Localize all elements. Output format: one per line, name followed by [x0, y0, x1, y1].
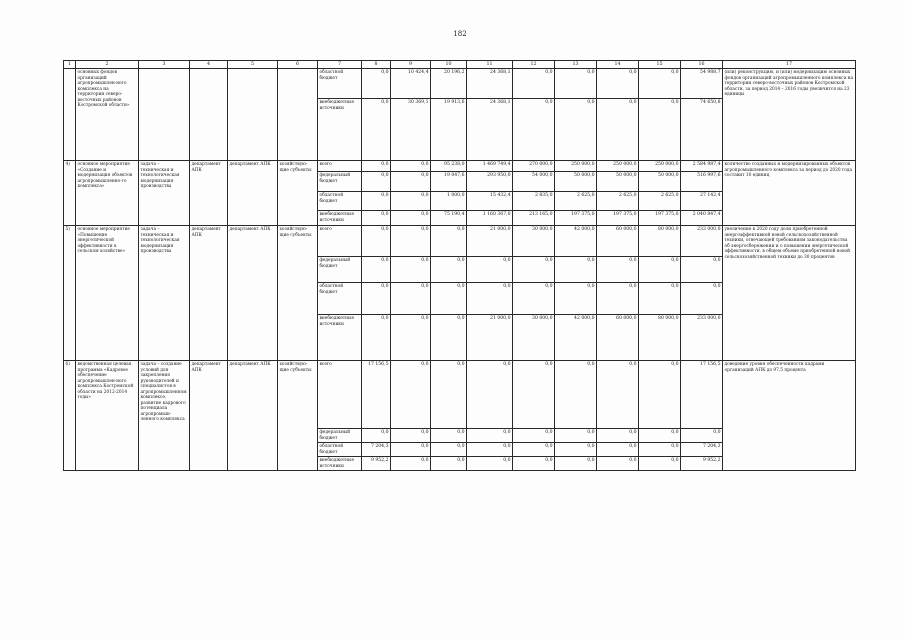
amount-cell: 0,0	[362, 172, 391, 192]
amount-cell: 19 913,6	[431, 99, 467, 161]
amount-cell: 0,0	[513, 443, 555, 457]
amount-cell: 21 000,0	[467, 226, 513, 257]
amount-cell: 270 000,0	[513, 161, 555, 172]
header-cell: 11	[467, 61, 513, 69]
header-cell: 17	[723, 61, 856, 69]
amount-cell: 0,0	[555, 99, 597, 161]
amount-cell: 293 950,0	[467, 172, 513, 192]
amount-cell: 0,0	[391, 211, 431, 226]
indicator-cell: (или) реконструкцию, и (или) модернизацию основных фондов организаций агропромышленного комплекса на территории северо-восточных районов Костромской области, за период 2014 – 2016 годы увеличится на 23 единицы	[723, 69, 856, 161]
row-number-cell: 5)	[64, 226, 76, 361]
amount-cell: 197 375,0	[555, 211, 597, 226]
amount-cell: 7 204,3	[681, 443, 723, 457]
empty-cell	[228, 69, 278, 161]
event-name-cell: ведомственная целевая программа «Кадровое обеспечение агропромышлен-ного комплекса Костромской области на 2012-2014 годы»	[76, 361, 139, 471]
amount-cell: 0,0	[513, 99, 555, 161]
amount-cell: 1 000,0	[431, 192, 467, 211]
amount-cell: 50 000,0	[555, 172, 597, 192]
funding-source-cell: внебюджетные источники	[318, 99, 362, 161]
amount-cell: 0,0	[597, 443, 639, 457]
amount-cell: 10 424,4	[391, 69, 431, 99]
amount-cell: 30 000,0	[513, 315, 555, 361]
event-name-cell: основных фондов организаций агропромышлен-ного комплекса на территории северо-восточных районов Костромской области»	[76, 69, 139, 161]
amount-cell: 17 156,5	[362, 361, 391, 429]
executor-cell: департамент АПК	[228, 226, 278, 361]
amount-cell: 42 000,0	[555, 226, 597, 257]
funding-source-cell: всего	[318, 226, 362, 257]
indicator-cell: доведение уровня обеспеченности кадрами организаций АПК до 97,5 процента	[723, 361, 856, 471]
amount-cell: 0,0	[681, 429, 723, 443]
amount-cell: 95 238,0	[431, 161, 467, 172]
row-number-cell: 4)	[64, 161, 76, 226]
funding-source-cell: всего	[318, 361, 362, 429]
amount-cell: 1 469 749,4	[467, 161, 513, 172]
amount-cell: 2 625,0	[639, 192, 681, 211]
funding-source-cell: внебюджетные источники	[318, 315, 362, 361]
amount-cell: 50 000,0	[639, 172, 681, 192]
amount-cell: 0,0	[362, 257, 391, 283]
amount-cell: 2 625,0	[555, 192, 597, 211]
amount-cell: 0,0	[391, 161, 431, 172]
funding-source-cell: областной бюджет	[318, 69, 362, 99]
amount-cell: 0,0	[391, 429, 431, 443]
table-body	[64, 61, 856, 471]
amount-cell: 0,0	[431, 443, 467, 457]
empty-cell	[190, 69, 228, 161]
amount-cell: 60 000,0	[597, 315, 639, 361]
header-cell: 15	[639, 61, 681, 69]
amount-cell: 250 000,0	[555, 161, 597, 172]
amount-cell: 50 000,0	[597, 172, 639, 192]
indicator-cell: количество созданных и модернизированных объектов агропромышленного комплекса за период до 2020 года составит 10 единиц	[723, 161, 856, 226]
funding-source-cell: внебюджетные источники	[318, 457, 362, 471]
row-number-cell: 6)	[64, 361, 76, 471]
amount-cell: 0,0	[639, 283, 681, 315]
amount-cell: 2 835,0	[513, 192, 555, 211]
coordinator-cell: департамент АПК	[190, 226, 228, 361]
amount-cell: 0,0	[362, 192, 391, 211]
amount-cell: 0,0	[555, 443, 597, 457]
amount-cell: 0,0	[362, 211, 391, 226]
header-cell: 6	[278, 61, 318, 69]
funding-source-cell: областной бюджет	[318, 192, 362, 211]
amount-cell: 0,0	[513, 69, 555, 99]
empty-cell	[139, 69, 190, 161]
amount-cell: 0,0	[391, 443, 431, 457]
table-row	[64, 361, 856, 429]
amount-cell: 0,0	[362, 161, 391, 172]
amount-cell: 250 000,0	[639, 161, 681, 172]
amount-cell: 0,0	[513, 283, 555, 315]
amount-cell: 0,0	[639, 443, 681, 457]
amount-cell: 1 160 367,0	[467, 211, 513, 226]
amount-cell: 197 375,0	[597, 211, 639, 226]
amount-cell: 0,0	[391, 457, 431, 471]
amount-cell: 0,0	[513, 457, 555, 471]
header-cell: 12	[513, 61, 555, 69]
amount-cell: 75 190,4	[431, 211, 467, 226]
amount-cell: 0,0	[391, 192, 431, 211]
participant-cell: хозяйствую-щие субъекты	[278, 226, 318, 361]
event-name-cell: основное мероприятие «Повышение энергетической эффективности в сельском хозяйстве»	[76, 226, 139, 361]
amount-cell: 197 375,0	[639, 211, 681, 226]
amount-cell: 24 368,1	[467, 69, 513, 99]
amount-cell: 60 000,0	[597, 226, 639, 257]
amount-cell: 0,0	[555, 69, 597, 99]
header-cell: 5	[228, 61, 278, 69]
funding-source-cell: федеральный бюджет	[318, 429, 362, 443]
indicator-cell: увеличение к 2020 году доли приобретенной энергоэффективной новой сельскохозяйственной техники, отвечающей требованиям законодательства об энергосбережении и о повышении энергетической эффективности, в общем объеме приобретенной новой сельскохозяйственной техники до 30 процентов	[723, 226, 856, 361]
amount-cell: 0,0	[362, 429, 391, 443]
amount-cell: 0,0	[362, 99, 391, 161]
row-number-cell	[64, 69, 76, 161]
amount-cell: 0,0	[431, 361, 467, 429]
program-table	[63, 60, 856, 471]
amount-cell: 0,0	[431, 315, 467, 361]
amount-cell: 0,0	[391, 257, 431, 283]
amount-cell: 2 584 987,4	[681, 161, 723, 172]
amount-cell: 250 000,0	[597, 161, 639, 172]
amount-cell: 30 369,1	[391, 99, 431, 161]
amount-cell: 0,0	[391, 226, 431, 257]
page-number: 182	[453, 30, 467, 38]
header-cell: 4	[190, 61, 228, 69]
funding-source-cell: областной бюджет	[318, 283, 362, 315]
amount-cell: 0,0	[681, 283, 723, 315]
funding-source-cell: внебюджетные источники	[318, 211, 362, 226]
header-cell: 8	[362, 61, 391, 69]
amount-cell: 74 650,8	[681, 99, 723, 161]
amount-cell: 30 000,0	[513, 226, 555, 257]
amount-cell: 15 432,4	[467, 192, 513, 211]
amount-cell: 20 196,2	[431, 69, 467, 99]
amount-cell: 27 142,4	[681, 192, 723, 211]
amount-cell: 0,0	[639, 69, 681, 99]
amount-cell: 19 047,6	[431, 172, 467, 192]
funding-source-cell: федеральный бюджет	[318, 172, 362, 192]
amount-cell: 0,0	[431, 257, 467, 283]
amount-cell: 0,0	[467, 429, 513, 443]
amount-cell: 54 988,7	[681, 69, 723, 99]
amount-cell: 80 000,0	[639, 315, 681, 361]
amount-cell: 17 156,5	[681, 361, 723, 429]
participant-cell: хозяйствую-щие субъекты	[278, 161, 318, 226]
task-cell: задача – техническая и технологическая модернизация производства	[139, 226, 190, 361]
amount-cell: 0,0	[362, 283, 391, 315]
table-row	[64, 161, 856, 172]
amount-cell: 0,0	[431, 429, 467, 443]
funding-source-cell: областной бюджет	[318, 443, 362, 457]
amount-cell: 0,0	[681, 257, 723, 283]
amount-cell: 0,0	[391, 315, 431, 361]
amount-cell: 0,0	[362, 226, 391, 257]
amount-cell: 0,0	[555, 257, 597, 283]
task-cell: задача – создание условий для закрепления руководителей и специалистов в агропромышленном комплексе, развитие кадрового потенциала агропромыш-ленного комплекса	[139, 361, 190, 471]
amount-cell: 0,0	[467, 361, 513, 429]
amount-cell: 0,0	[467, 283, 513, 315]
amount-cell: 9 952,2	[362, 457, 391, 471]
executor-cell: департамент АПК	[228, 161, 278, 226]
amount-cell: 0,0	[639, 457, 681, 471]
amount-cell: 80 000,0	[639, 226, 681, 257]
amount-cell: 0,0	[597, 283, 639, 315]
amount-cell: 0,0	[597, 69, 639, 99]
header-cell: 3	[139, 61, 190, 69]
amount-cell: 0,0	[555, 429, 597, 443]
amount-cell: 233 000,0	[681, 315, 723, 361]
amount-cell: 0,0	[555, 457, 597, 471]
amount-cell: 0,0	[391, 172, 431, 192]
amount-cell: 0,0	[639, 257, 681, 283]
header-cell: 10	[431, 61, 467, 69]
amount-cell: 9 952,2	[681, 457, 723, 471]
amount-cell: 0,0	[639, 361, 681, 429]
amount-cell: 2 625,0	[597, 192, 639, 211]
participant-cell: хозяйствую-щие субъекты	[278, 361, 318, 471]
task-cell: задача – техническая и технологическая модернизация производства	[139, 161, 190, 226]
amount-cell: 0,0	[431, 226, 467, 257]
amount-cell: 0,0	[391, 283, 431, 315]
amount-cell: 516 997,6	[681, 172, 723, 192]
amount-cell: 2 040 847,4	[681, 211, 723, 226]
empty-cell	[278, 69, 318, 161]
amount-cell: 0,0	[513, 257, 555, 283]
amount-cell: 0,0	[513, 429, 555, 443]
amount-cell: 7 204,3	[362, 443, 391, 457]
amount-cell: 42 000,0	[555, 315, 597, 361]
amount-cell: 0,0	[555, 283, 597, 315]
amount-cell: 0,0	[597, 429, 639, 443]
amount-cell: 0,0	[597, 99, 639, 161]
amount-cell: 24 368,1	[467, 99, 513, 161]
amount-cell: 0,0	[431, 283, 467, 315]
amount-cell: 0,0	[467, 457, 513, 471]
header-cell: 2	[76, 61, 139, 69]
amount-cell: 0,0	[597, 257, 639, 283]
amount-cell: 0,0	[431, 457, 467, 471]
amount-cell: 0,0	[467, 443, 513, 457]
amount-cell: 0,0	[513, 361, 555, 429]
funding-source-cell: всего	[318, 161, 362, 172]
header-cell: 14	[597, 61, 639, 69]
amount-cell: 0,0	[639, 429, 681, 443]
coordinator-cell: департамент АПК	[190, 361, 228, 471]
header-cell: 7	[318, 61, 362, 69]
table-row	[64, 226, 856, 257]
amount-cell: 0,0	[467, 257, 513, 283]
amount-cell: 0,0	[597, 361, 639, 429]
amount-cell: 0,0	[362, 69, 391, 99]
amount-cell: 0,0	[555, 361, 597, 429]
amount-cell: 213 165,0	[513, 211, 555, 226]
amount-cell: 54 000,0	[513, 172, 555, 192]
amount-cell: 0,0	[362, 315, 391, 361]
table-row	[64, 69, 856, 99]
header-row	[64, 61, 856, 69]
coordinator-cell: департамент АПК	[190, 161, 228, 226]
amount-cell: 0,0	[639, 99, 681, 161]
amount-cell: 0,0	[391, 361, 431, 429]
header-cell: 13	[555, 61, 597, 69]
header-cell: 16	[681, 61, 723, 69]
header-cell: 1	[64, 61, 76, 69]
funding-source-cell: федеральный бюджет	[318, 257, 362, 283]
event-name-cell: основное мероприятие «Создание и модернизация объектов агропромышленно-го комплекса»	[76, 161, 139, 226]
amount-cell: 233 000,0	[681, 226, 723, 257]
executor-cell: департамент АПК	[228, 361, 278, 471]
amount-cell: 21 000,0	[467, 315, 513, 361]
header-cell: 9	[391, 61, 431, 69]
amount-cell: 0,0	[597, 457, 639, 471]
